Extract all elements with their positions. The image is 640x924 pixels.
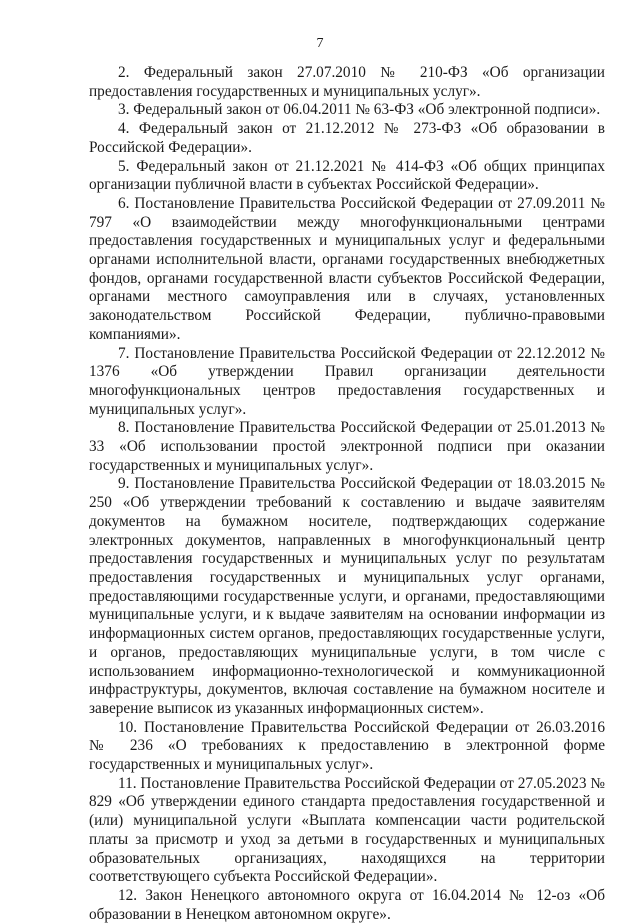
page-number: 7 <box>316 36 324 51</box>
list-item: 6. Постановление Правительства Российской Федерации от 27.09.2011 № 797 «О взаимодействии между многофункциональными центрами предоставления государственных и муниципальных услуг и федеральными органами исполнительной власти, органами государственных внебюджетных фондов, органами государственной власти субъектов Российской Федерации, органами местного самоуправления или в случаях, установленных законодательством Российской Федерации, публично-правовыми компаниями». <box>89 194 605 343</box>
list-item: 8. Постановление Правительства Российской Федерации от 25.01.2013 № 33 «Об использовании простой электронной подписи при оказании государственных и муниципальных услуг». <box>89 419 605 474</box>
list-item: 7. Постановление Правительства Российской Федерации от 22.12.2012 № 1376 «Об утверждении Правил организации деятельности многофункциональных центров предоставления государственных и муниципальных услуг». <box>89 344 605 418</box>
list-item: 2. Федеральный закон 27.07.2010 № 210-ФЗ «Об организации предоставления государственных и муниципальных услуг». <box>89 64 605 100</box>
list-item: 4. Федеральный закон от 21.12.2012 № 273-ФЗ «Об образовании в Российской Федерации». <box>89 120 605 156</box>
list-item: 11. Постановление Правительства Российской Федерации от 27.05.2023 № 829 «Об утверждении единого стандарта предоставления государственной и (или) муниципальной услуги «Выплата компенсации части родительской платы за присмотр и уход за детьми в государственных и муниципальных образовательных организациях, находящихся на территории соответствующего субъекта Российской Федерации». <box>89 774 605 886</box>
list-item: 10. Постановление Правительства Российской Федерации от 26.03.2016 № 236 «О требованиях к предоставлению в электронной форме государственных и муниципальных услуг». <box>89 718 605 774</box>
list-item: 12. Закон Ненецкого автономного округа от 16.04.2014 № 12-оз «Об образовании в Ненецком автономном округе». <box>89 886 605 923</box>
legal-acts-list <box>89 64 605 924</box>
list-item: 5. Федеральный закон от 21.12.2021 № 414-ФЗ «Об общих принципах организации публичной власти в субъектах Российской Федерации». <box>89 157 605 194</box>
list-item: 9. Постановление Правительства Российской Федерации от 18.03.2015 № 250 «Об утверждении требований к составлению и выдаче заявителям документов на бумажном носителе, подтверждающих содержание электронных документов, направленных в многофункциональный центр предоставления государственных и муниципальных услуг по результатам предоставления государственных и муниципальных услуг органами, предоставляющими государственные услуги, и органами, предоставляющими муниципальные услуги, и к выдаче заявителям на основании информации из информационных систем органов, предоставляющих государственные услуги, и органов, предоставляющих муниципальные услуги, в том числе с использованием информационно-технологической и коммуникационной инфраструктуры, документов, включая составление на бумажном носителе и заверение выписок из указанных информационных систем». <box>89 475 605 717</box>
list-item: 3. Федеральный закон от 06.04.2011 № 63-ФЗ «Об электронной подписи». <box>118 101 601 119</box>
